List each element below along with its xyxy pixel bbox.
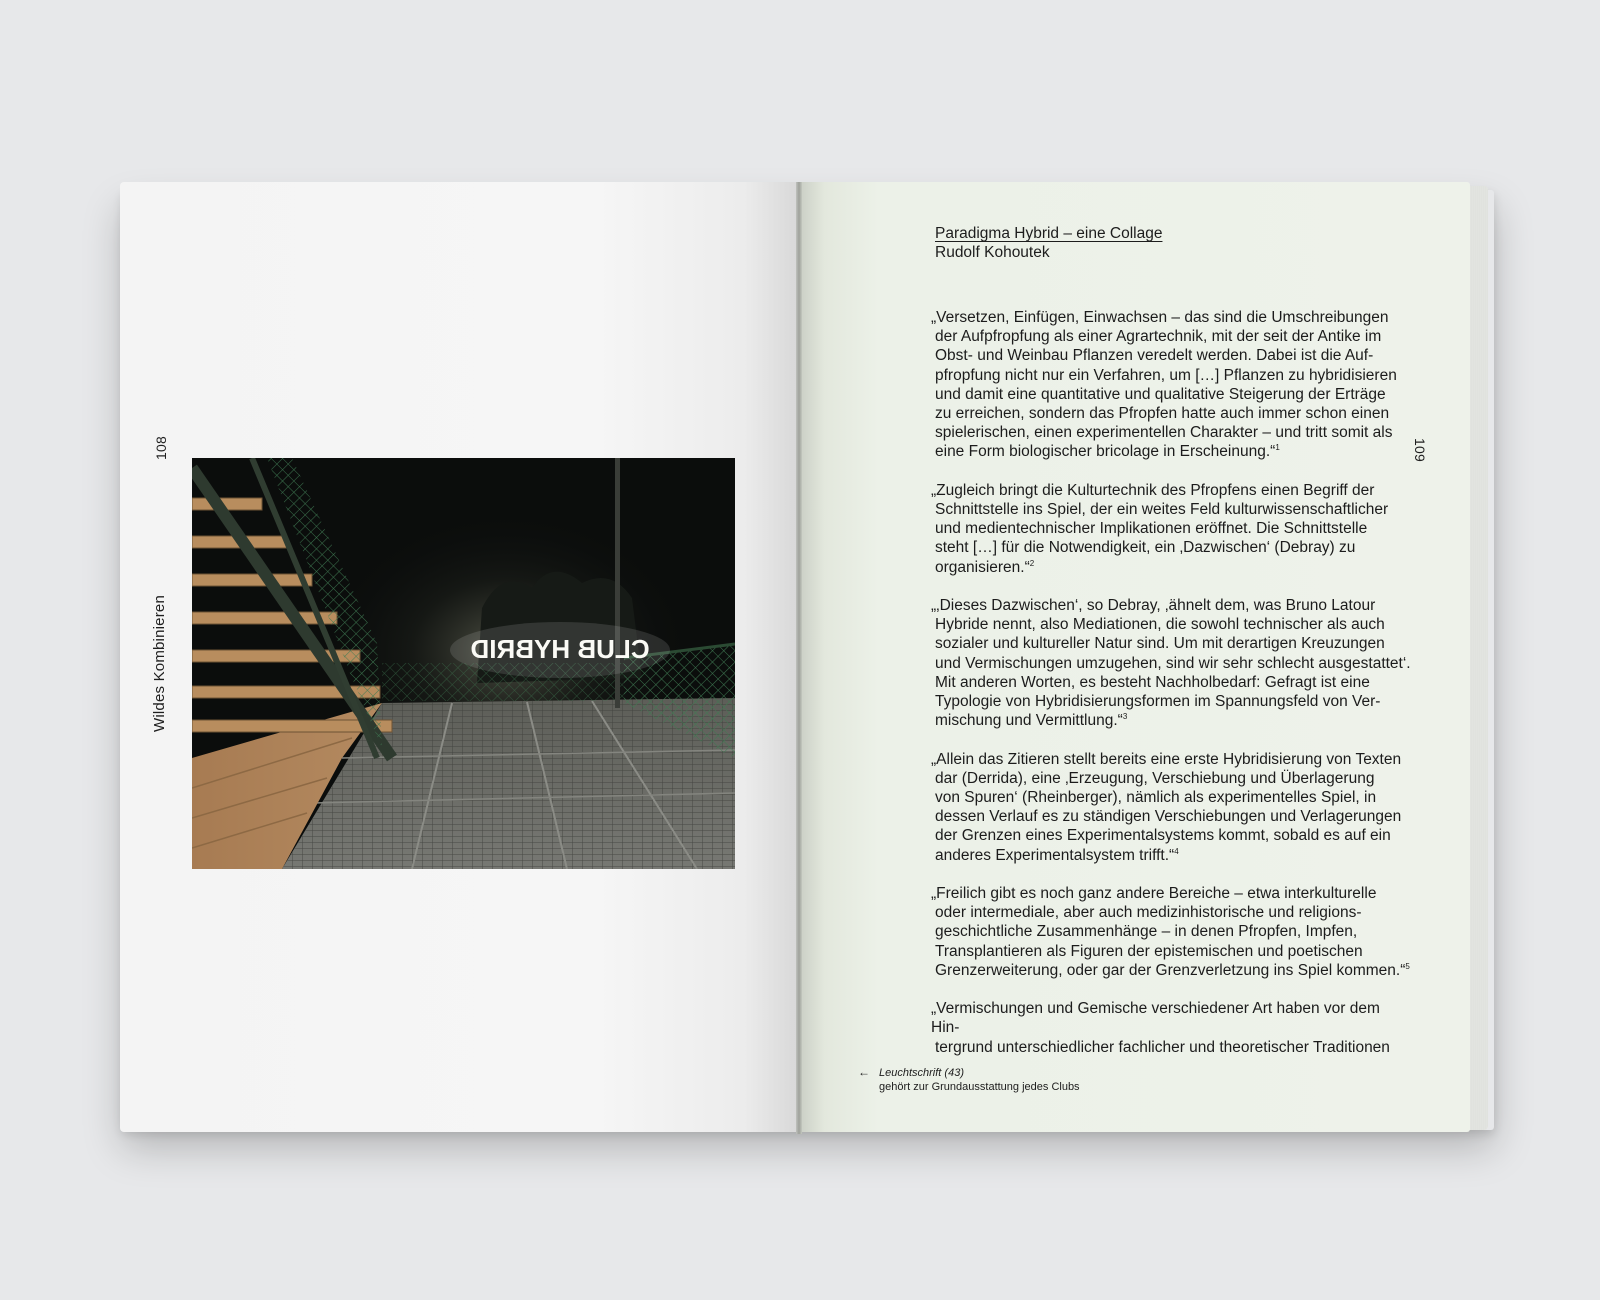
footnote-marker[interactable]: 2 (1029, 558, 1035, 568)
text-line: sozialer und kultureller Natur sind. Um mit derartigen Kreuzungen (935, 635, 1385, 653)
quote-paragraph (931, 884, 1411, 980)
text-line: Typologie von Hybridisierungsformen im Spannungsfeld von Ver- (935, 693, 1381, 711)
article-body (931, 308, 1411, 1076)
text-line: organisieren.“$^2$ (935, 558, 1035, 576)
running-head: Wildes Kombinieren (151, 595, 168, 732)
text-line: „Freilich gibt es noch ganz andere Bereiche – etwa interkulturelle (931, 885, 1377, 903)
text-line: steht […] für die Notwendigkeit, ein ‚Dazwischen‘ (Debray) zu (935, 539, 1356, 557)
article-header (935, 224, 1162, 262)
text-line: der Aufpfropfung als einer Agrartechnik, mit der seit der Antike im (935, 328, 1382, 346)
page-number-right: 109 (1412, 438, 1428, 462)
quote-paragraph (931, 481, 1411, 577)
text-line: Schnittstelle ins Spiel, der ein weites Feld kulturwissenschaftlicher (935, 501, 1389, 519)
text-line: „Versetzen, Einfügen, Einwachsen – das sind die Umschreibungen (931, 309, 1389, 326)
text-line: von Spuren‘ (Rheinberger), nämlich als experimentelles Spiel, in (935, 789, 1377, 807)
footnote-marker[interactable]: 5 (1405, 961, 1410, 971)
footnote-marker[interactable]: 3 (1122, 712, 1128, 722)
text-line: Transplantieren als Figuren der epistemischen und poetischen (935, 942, 1363, 960)
text-line: „‚Dieses Dazwischen‘, so Debray, ‚ähnelt dem, was Bruno Latour (931, 597, 1376, 615)
text-line: pfropfung nicht nur ein Verfahren, um […] Pflanzen zu hybridisieren (935, 366, 1397, 384)
quote-paragraph (931, 308, 1411, 462)
quote-paragraph (931, 596, 1411, 730)
text-line: und Vermischungen umzugehen, sind wir sehr schlecht ausgestattet‘. (935, 654, 1411, 672)
text-line: Hybride nennt, also Mediationen, die sowohl technischer als auch (935, 616, 1385, 634)
book-spine (796, 182, 802, 1134)
page-edges (1470, 186, 1488, 1130)
text-line: der Grenzen eines Experimentalsystems kommt, sobald es auf ein (935, 827, 1391, 845)
text-line: Grenzerweiterung, oder gar der Grenzverletzung ins Spiel kommen.“$^5$ (935, 961, 1410, 979)
article-author: Rudolf Kohoutek (935, 244, 1050, 261)
footnote-marker[interactable]: 4 (1174, 846, 1179, 856)
text-line: Mit anderen Worten, es besteht Nachholbedarf: Gefragt ist eine (935, 673, 1370, 691)
quote-paragraph (931, 999, 1411, 1057)
text-line: tergrund unterschiedlicher fachlicher und theoretischer Traditionen (935, 1038, 1390, 1056)
sign-text: CLUB HYBRID (470, 634, 650, 664)
text-line: und damit eine quantitative und qualitative Steigerung der Erträge (935, 385, 1386, 403)
text-line: zu erreichen, sondern das Pfropfen hatte auch immer schon einen (935, 405, 1390, 423)
text-line: „Zugleich bringt die Kulturtechnik des Pfropfens einen Begriff der (931, 481, 1375, 499)
text-line: eine Form biologischer bricolage in Erscheinung.“$^1$ (935, 443, 1280, 461)
text-line: „Vermischungen und Gemische verschiedener Art haben vor dem Hin- (931, 1000, 1380, 1037)
text-line: dessen Verlauf es zu ständigen Verschiebungen und Verlagerungen (935, 808, 1402, 826)
text-line: Obst- und Weinbau Pflanzen veredelt werden. Dabei ist die Auf- (935, 347, 1374, 365)
text-line: anderes Experimentalsystem trifft.“$^4$ (935, 846, 1179, 864)
caption-text: gehört zur Grundausstattung jedes Clubs (879, 1081, 1080, 1093)
text-line: oder intermediale, aber auch medizinhistorische und religions- (935, 904, 1362, 922)
text-line: mischung und Vermittlung.“$^3$ (935, 712, 1128, 730)
text-line: „Allein das Zitieren stellt bereits eine erste Hybridisierung von Texten (931, 750, 1402, 768)
text-line: und medientechnischer Implikationen eröffnet. Die Schnittstelle (935, 520, 1368, 538)
image-caption (858, 1066, 1080, 1094)
text-line: dar (Derrida), eine ‚Erzeugung, Verschiebung und Überlagerung (935, 769, 1375, 787)
text-line: geschichtliche Zusammenhänge – in denen Pfropfen, Impfen, (935, 923, 1358, 941)
arrow-left-icon: ← (858, 1065, 870, 1079)
footnote-marker[interactable]: 1 (1275, 443, 1280, 453)
quote-paragraph (931, 750, 1411, 865)
article-title: Paradigma Hybrid – eine Collage (935, 225, 1163, 242)
page-number-left: 108 (153, 436, 169, 460)
text-line: spielerischen, einen experimentellen Charakter – und tritt somit als (935, 424, 1393, 442)
photo-club-hybrid (192, 458, 735, 869)
caption-title: Leuchtschrift (43) (879, 1067, 964, 1079)
